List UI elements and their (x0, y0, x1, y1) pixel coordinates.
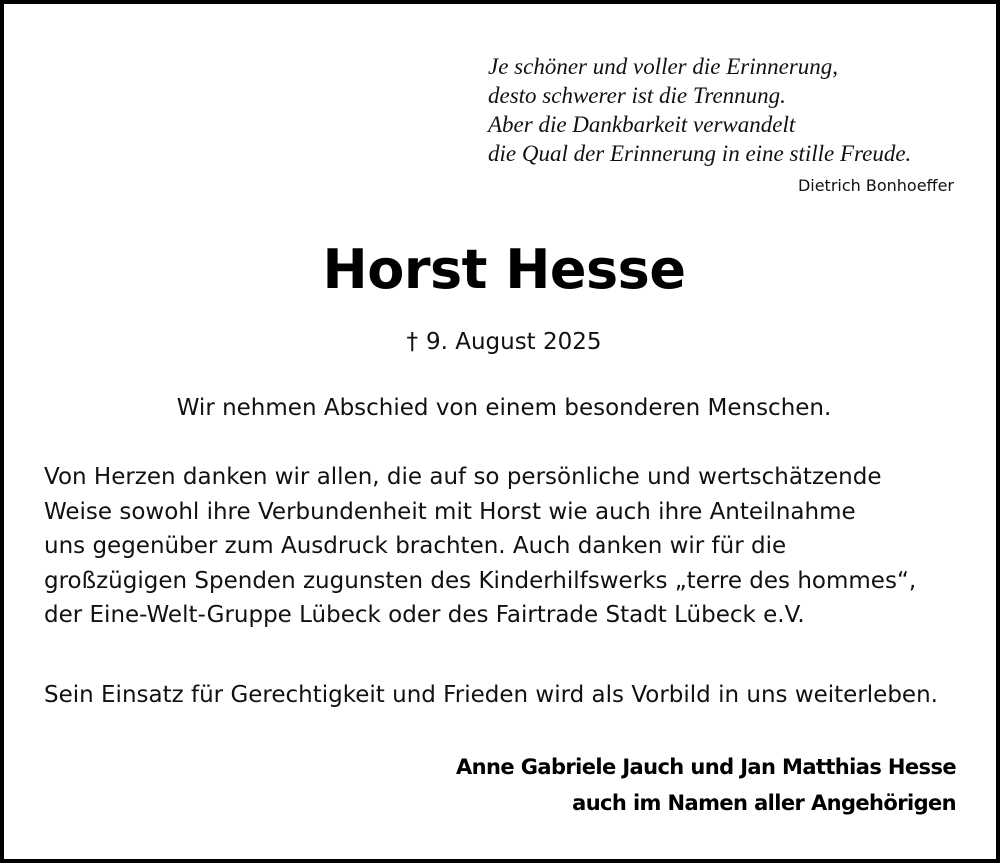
quote-line: Je schöner und voller die Erinnerung, (488, 54, 839, 79)
signature-block (456, 749, 956, 821)
quote-author: Dietrich Bonhoeffer (797, 176, 954, 195)
thanks-line: uns gegenüber zum Ausdruck brachten. Auch danken wir für die (44, 533, 787, 559)
quote-line: die Qual der Erinnerung in eine stille Freude. (488, 141, 912, 166)
bonhoeffer-quote (488, 52, 911, 168)
thanks-paragraph (44, 460, 916, 633)
quote-line: Aber die Dankbarkeit verwandelt (488, 112, 796, 137)
legacy-text: Sein Einsatz für Gerechtigkeit und Frieden wird als Vorbild in uns weiterleben. (44, 682, 938, 708)
thanks-line: großzügigen Spenden zugunsten des Kinderhilfswerks „terre des hommes“, (44, 567, 917, 594)
death-date: 9. August 2025 (425, 329, 602, 355)
signature-names: Anne Gabriele Jauch und Jan Matthias Hesse (456, 755, 956, 779)
thanks-line: Von Herzen danken wir allen, die auf so persönliche und wertschätzende (44, 464, 882, 490)
deceased-name: Horst Hesse (322, 238, 686, 301)
thanks-line: Weise sowohl ihre Verbundenheit mit Horst wie auch ihre Anteilnahme (44, 498, 856, 525)
farewell-text: Wir nehmen Abschied von einem besonderen Menschen. (176, 395, 832, 421)
cross-icon: † (406, 329, 418, 355)
signature-relatives: auch im Namen aller Angehörigen (572, 791, 956, 815)
quote-line: desto schwerer ist die Trennung. (488, 83, 786, 108)
death-date-line (4, 326, 1000, 358)
thanks-line: der Eine-Welt-Gruppe Lübeck oder des Fairtrade Stadt Lübeck e.V. (44, 602, 805, 628)
